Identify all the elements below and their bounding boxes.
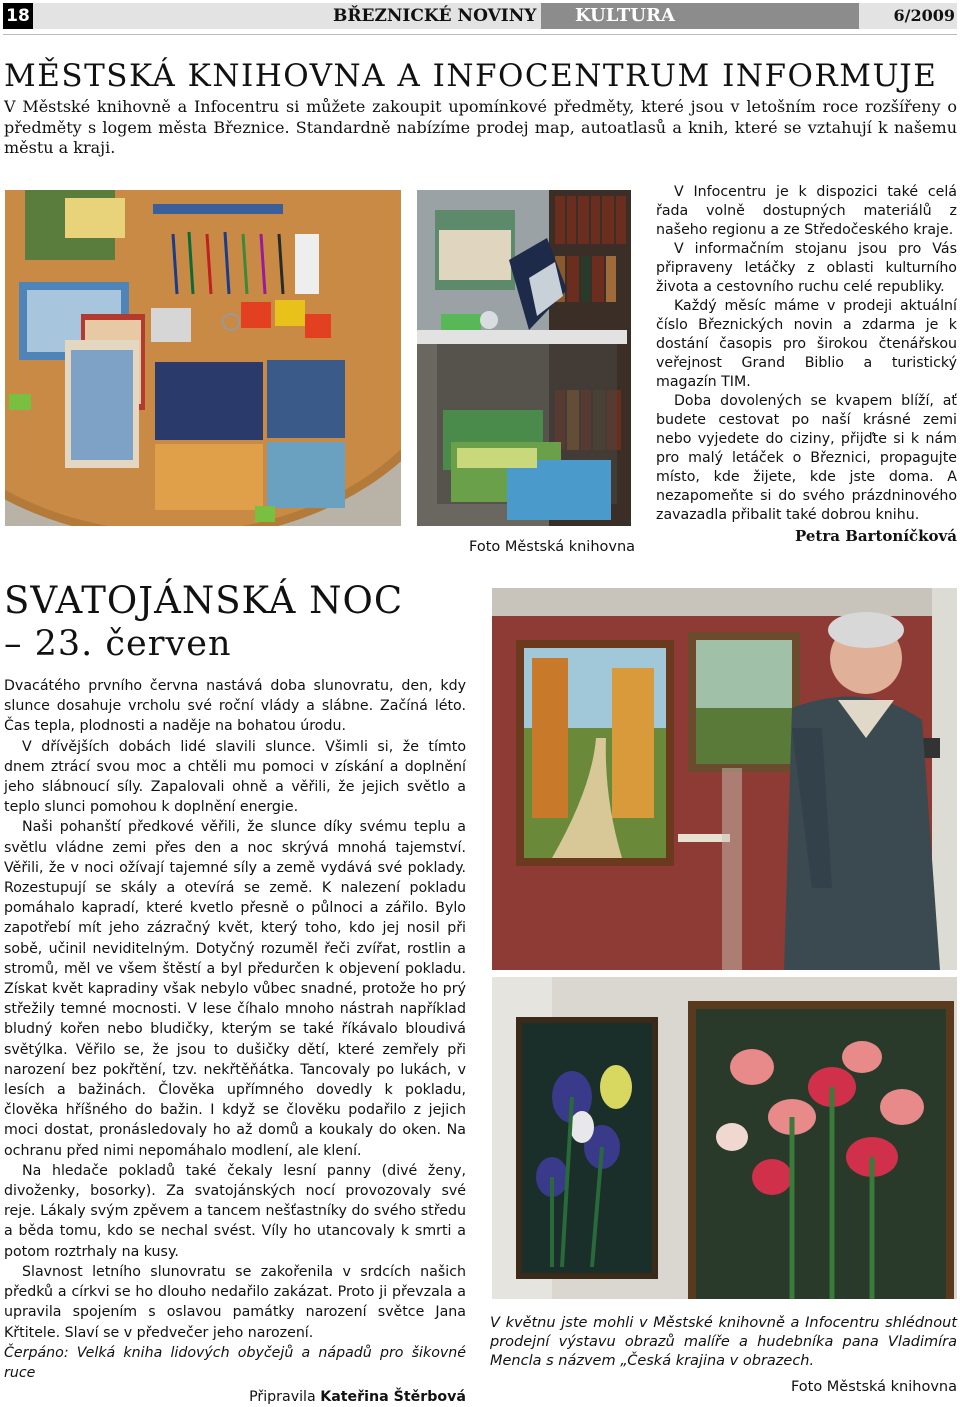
- article2-paragraph: Slavnost letního slunovratu se zakořenila v srdcích našich předků a církvi se ho dlouho nedařilo zakázat. Proto ji převzala a upravila spojením s oslavou památky narození světce Jana Křtitele. Slaví se v předvečer jeho narození.: [4, 1263, 466, 1341]
- article2-title: SVATOJÁNSKÁ NOC: [4, 579, 404, 622]
- photo1-caption: Foto Městská knihovna: [469, 539, 636, 555]
- article1-title: MĚSTSKÁ KNIHOVNA A INFOCENTRUM INFORMUJE: [4, 58, 938, 94]
- article1-signature: Petra Bartoníčková: [795, 527, 957, 545]
- photo-infocentrum: [417, 190, 631, 526]
- photo-souvenirs: [5, 190, 401, 526]
- issue-number: 6/2009: [893, 6, 955, 25]
- page-number: 18: [3, 3, 33, 29]
- page-header: [3, 3, 957, 29]
- side-paragraph: V Infocentru je k dispozici také celá řada volně dostupných materiálů z našeho regionu a ze Středočeského kraje.: [656, 184, 957, 238]
- side-paragraph: V informačním stojanu jsou pro Vás připraveny letáčky z oblasti kulturního života a cestovního ruchu celé republiky.: [656, 241, 957, 295]
- header-rule: [3, 34, 957, 35]
- side-paragraph: Každý měsíc máme v prodeji aktuální číslo Březnických novin a zdarma je k dostání časopis pro širokou čtenářskou veřejnost Grand Biblio a turistický magazín TIM.: [656, 298, 957, 390]
- photo-flower-paintings-image: [492, 977, 957, 1299]
- photo-souvenirs-image: [5, 190, 401, 526]
- byline-label: Připravila: [249, 1389, 316, 1406]
- article2-paragraph: Na hledače pokladů také čekaly lesní panny (divé ženy, divoženky, bosorky). Za svatojánských nocí provozovaly své reje. Lákaly svým zpěvem a tancem nešťastníky do svého středu a běda tomu, kdo se nechal svést. Víly ho utancovaly k smrti a potom roztrhaly na kusy.: [4, 1162, 466, 1260]
- photo-painter-image: [492, 588, 957, 970]
- article1-side-column: [656, 183, 957, 546]
- article2-subtitle: – 23. červen: [4, 624, 232, 664]
- section-label: KULTURA: [541, 3, 859, 29]
- article2-source: Čerpáno: Velká kniha lidových obyčejů a nápadů pro šikovné ruce: [4, 1344, 466, 1381]
- byline-author: Kateřina Štěrbová: [320, 1389, 466, 1406]
- exhibition-photo-credit: Foto Městská knihovna: [790, 1379, 957, 1395]
- article2-body: [4, 676, 466, 1407]
- article1-intro: V Městské knihovně a Infocentru si můžete zakoupit upomínkové předměty, které jsou v letošním roce rozšířeny o předměty s logem města Březnice. Standardně nabízíme prodej map, autoatlasů a knih, které se vztahují k našemu městu a kraji.: [4, 97, 957, 157]
- side-paragraph: Doba dovolených se kvapem blíží, ať budete cestovat po naší krásné zemi nebo vyjedete do ciziny, přijďte si k nám pro malý letáček o Březnici, propagujte místo, kde žijete, kde jste doma. A nezapomeňte si do svého prázdninového zavazadla přibalit také dobrou knihu.: [656, 393, 957, 523]
- article2-paragraph: Naši pohanští předkové věřili, že slunce díky svému teplu a světlu vládne zemi přes den a noc skrývá mnohá tajemství. Věřili, že v noci ožívají tajemné síly a země vydává své poklady. Rozestupují se skály a otevírá se země. K nalezení pokladu pomáhalo kapradí, které kvetlo přesně o půlnoci a zářilo. Bylo zapotřebí mít jeho zázračný květ, který toho, kdo jej nosil při sobě, učinil neviditelným. Dotyčný rozuměl řeči zvířat, rostlin a stromů, měl ve všem štěstí a byl předurčen k objevení pokladu. Získat květ kapradiny však nebylo vůbec snadné, protože ho prý střežily temné mocnosti. V lese číhalo mnoho nástrah například bludný kořen nebo bludičky, kterým se také říkávalo bloudivá světýlka. Věřilo se, že jsou to dušičky dětí, které zemřely při narození bez pokřtění, tzv. nekřtěňátka. Tancovaly po lukách, v lesích a bažinách. Člověka upřímného dovedly k pokladu, člověka hříšného do bažin. I když se člověku podařilo z jejich moci dostat, pronásledovaly ho až domů a koukaly do oken. Na ochranu před nimi nepomáhalo modlení, ale klení.: [4, 819, 466, 1159]
- photo-flower-paintings: [492, 977, 957, 1299]
- exhibition-caption: V květnu jste mohli v Městské knihovně a Infocentru shlédnout prodejní výstavu obrazů malíře a hudebníka pana Vladimíra Mencla s názvem „Česká krajina v obrazech.: [490, 1315, 957, 1369]
- newspaper-name: BŘEZNICKÉ NOVINY: [333, 6, 537, 26]
- article2-paragraph: Dvacátého prvního června nastává doba slunovratu, den, kdy slunce dosahuje vrcholu své roční vlády a slábne. Začíná léto. Čas tepla, plodnosti a naděje na bohatou úrodu.: [4, 678, 466, 735]
- article2-byline: [4, 1387, 466, 1407]
- article2-paragraph: V dřívějších dobách lidé slavili slunce. Všimli si, že tímto dnem ztrácí svou moc a chtěli mu pomoci v získání a doplnění jeho slábnoucí síly. Zapalovali ohně a věřili, že jejich světlo a teplo slunci pomohou k doplnění energie.: [4, 738, 466, 816]
- photo-painter: [492, 588, 957, 970]
- photo-infocentrum-image: [417, 190, 631, 526]
